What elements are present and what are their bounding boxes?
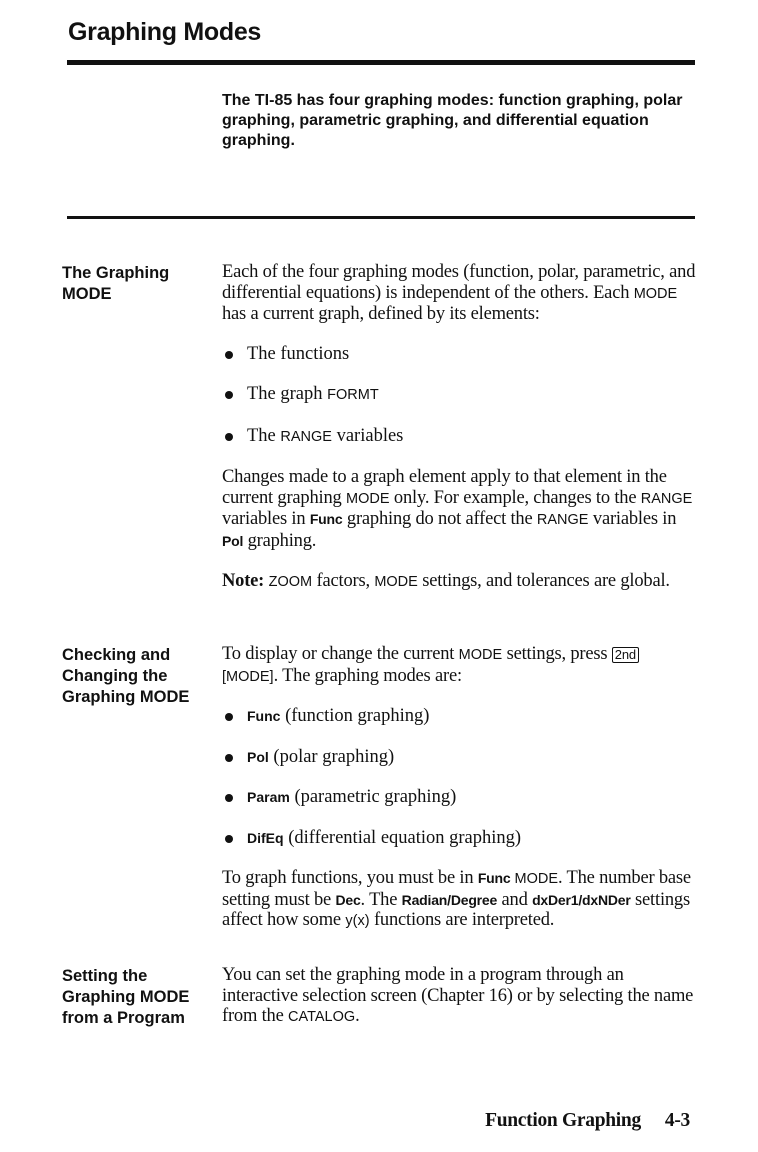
list-item: The RANGE variables	[222, 426, 696, 448]
section-heading-checking: Checking and Changing the Graphing MODE	[62, 646, 190, 706]
section-graphing-mode-body	[222, 262, 696, 593]
intro-rule	[67, 216, 695, 219]
intro-paragraph: The TI-85 has four graphing modes: function graphing, polar graphing, parametric graphing, and differential equation graphing.	[222, 92, 683, 149]
list-item: The functions	[222, 344, 696, 365]
footer-chapter: Function Graphing	[485, 1110, 641, 1131]
2nd-key-icon: 2nd	[612, 647, 639, 663]
func-mode-paragraph: To graph functions, you must be in Func MODE. The number base setting must be Dec. The Radian/Degree and dxDer1/dxNDer settings affect how some y(x) functions are interpreted.	[222, 868, 691, 930]
page-number: 4-3	[664, 1110, 690, 1131]
list-item: Func (function graphing)	[222, 706, 696, 727]
note-paragraph: Note: ZOOM factors, MODE settings, and tolerances are global.	[222, 571, 670, 591]
section-checking-body	[222, 644, 696, 932]
page-title: Graphing Modes	[68, 18, 262, 46]
section-program-body	[222, 965, 696, 1028]
list-item: Pol (polar graphing)	[222, 747, 696, 768]
section-heading-graphing-mode: The Graphing MODE	[62, 264, 170, 303]
element-list	[222, 344, 696, 448]
section-heading-program: Setting the Graphing MODE from a Program	[62, 967, 190, 1027]
list-item: The graph FORMT	[222, 384, 696, 406]
checking-paragraph: To display or change the current MODE settings, press 2nd [MODE]. The graphing modes are:	[222, 644, 696, 687]
page-footer	[485, 1110, 690, 1132]
list-item: DifEq (differential equation graphing)	[222, 828, 696, 849]
list-item: Param (parametric graphing)	[222, 787, 696, 808]
program-paragraph: You can set the graphing mode in a program through an interactive selection screen (Chapter 16) or by selecting the name from the CATALOG.	[222, 965, 694, 1026]
changes-paragraph: Changes made to a graph element apply to that element in the current graphing MODE only. For example, changes to the RANGE variables in Func graphing do not affect the RANGE variables in Pol graphing.	[222, 467, 693, 551]
graphing-mode-paragraph: Each of the four graphing modes (function, polar, parametric, and differential equations) is independent of the others. Each MODE has a current graph, defined by its elements:	[222, 262, 696, 324]
header-rule	[67, 60, 695, 65]
mode-list	[222, 706, 696, 848]
